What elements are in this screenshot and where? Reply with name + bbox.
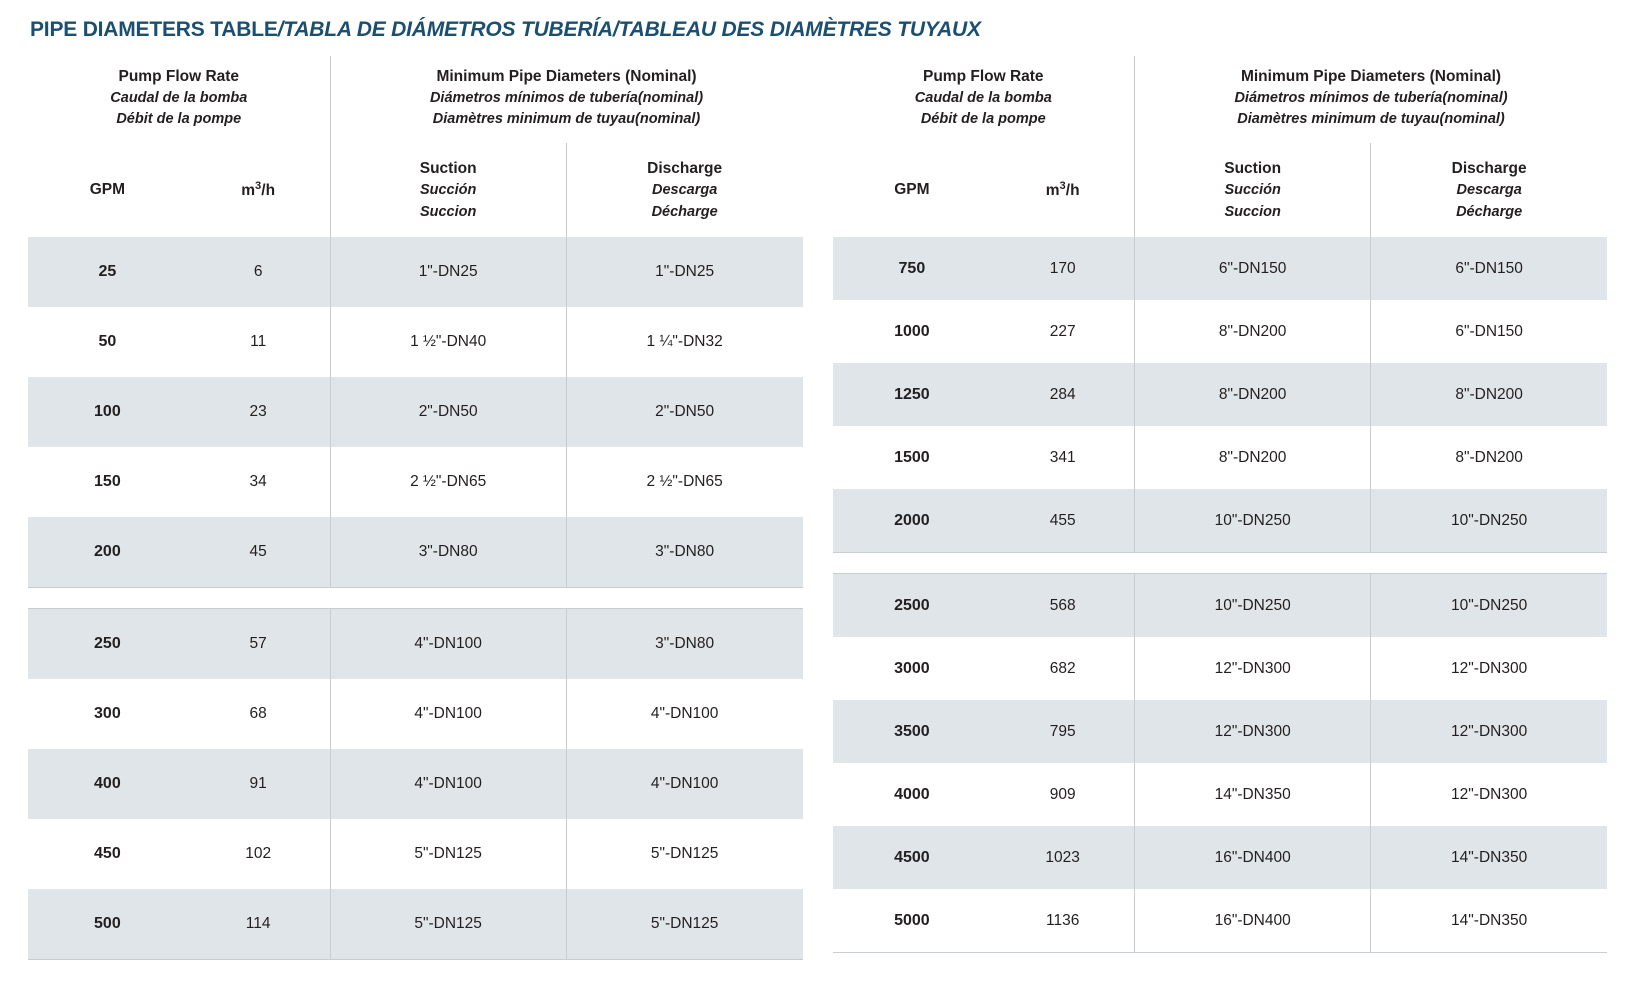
cell-suction: 10"-DN250 — [1135, 489, 1371, 553]
cell-m3h: 114 — [187, 889, 330, 960]
pipe-table-right-body — [833, 237, 1608, 953]
column-header-m3h-label — [995, 178, 1130, 202]
cell-gpm: 2000 — [833, 489, 992, 553]
cell-discharge: 2 ½"-DN65 — [566, 447, 802, 517]
column-header-gpm-label: GPM — [89, 181, 126, 199]
cell-gpm: 50 — [28, 307, 187, 377]
cell-discharge: 12"-DN300 — [1371, 763, 1607, 826]
table-section-gap — [833, 553, 1608, 574]
header-flow-es: Caudal de la bomba — [110, 90, 248, 107]
table-row — [28, 889, 803, 960]
cell-gpm: 150 — [28, 447, 187, 517]
table-row — [28, 377, 803, 447]
cell-suction: 6"-DN150 — [1135, 237, 1371, 300]
cell-discharge: 10"-DN250 — [1371, 574, 1607, 638]
cell-m3h: 170 — [991, 237, 1134, 300]
cell-m3h: 682 — [991, 637, 1134, 700]
cell-gpm: 1250 — [833, 363, 992, 426]
cell-suction: 4"-DN100 — [330, 609, 566, 680]
cell-discharge: 5"-DN125 — [566, 889, 802, 960]
table-row — [833, 637, 1608, 700]
cell-gpm: 750 — [833, 237, 992, 300]
cell-gpm: 1000 — [833, 300, 992, 363]
m3h-prefix: m — [241, 181, 256, 199]
cell-suction: 2 ½"-DN65 — [330, 447, 566, 517]
m3h-suffix: /h — [261, 181, 276, 199]
cell-discharge: 6"-DN150 — [1371, 300, 1607, 363]
cell-m3h: 57 — [187, 609, 330, 680]
header-min-pipe-diameters — [1135, 56, 1607, 143]
column-header-discharge-en: Discharge — [1451, 159, 1527, 177]
column-header-suction — [1135, 143, 1371, 238]
header-pump-flow-rate — [833, 56, 1135, 143]
cell-suction: 12"-DN300 — [1135, 637, 1371, 700]
table-row — [833, 700, 1608, 763]
table-row — [833, 363, 1608, 426]
table-header-sub-row — [833, 143, 1608, 238]
cell-gpm: 3000 — [833, 637, 992, 700]
cell-gpm: 1500 — [833, 426, 992, 489]
column-header-m3h-label — [191, 178, 326, 202]
column-header-gpm-label: GPM — [894, 181, 930, 199]
cell-gpm: 4000 — [833, 763, 992, 826]
column-header-gpm — [28, 143, 187, 238]
cell-suction: 5"-DN125 — [330, 819, 566, 889]
cell-discharge: 6"-DN150 — [1371, 237, 1607, 300]
cell-m3h: 455 — [991, 489, 1134, 553]
cell-discharge: 1 ¼"-DN32 — [566, 307, 802, 377]
cell-m3h: 102 — [187, 819, 330, 889]
cell-suction: 1"-DN25 — [330, 237, 566, 307]
header-min-pipe-diameters — [330, 56, 802, 143]
cell-suction: 8"-DN200 — [1135, 300, 1371, 363]
table-section-gap-cell — [833, 553, 1608, 574]
cell-m3h: 34 — [187, 447, 330, 517]
page-title-english: PIPE DIAMETERS TABLE — [30, 18, 278, 41]
cell-gpm: 300 — [28, 679, 187, 749]
cell-m3h: 45 — [187, 517, 330, 588]
table-row — [28, 679, 803, 749]
table-row — [833, 574, 1608, 638]
table-row — [28, 749, 803, 819]
header-pump-flow-rate — [28, 56, 330, 143]
cell-discharge: 4"-DN100 — [566, 679, 802, 749]
cell-gpm: 200 — [28, 517, 187, 588]
cell-m3h: 227 — [991, 300, 1134, 363]
header-flow-fr: Débit de la pompe — [116, 111, 242, 128]
cell-suction: 4"-DN100 — [330, 679, 566, 749]
cell-m3h: 1023 — [991, 826, 1134, 889]
cell-discharge: 1"-DN25 — [566, 237, 802, 307]
table-header-group-row — [28, 56, 803, 143]
cell-gpm: 4500 — [833, 826, 992, 889]
page-title — [30, 18, 1607, 42]
cell-discharge: 8"-DN200 — [1371, 363, 1607, 426]
pipe-table-left — [28, 56, 803, 960]
header-diam-es: Diámetros mínimos de tubería(nominal) — [1234, 90, 1508, 107]
m3h-superscript: 3 — [255, 179, 262, 192]
header-flow-en: Pump Flow Rate — [118, 68, 240, 85]
cell-suction: 12"-DN300 — [1135, 700, 1371, 763]
column-header-discharge-es: Descarga — [1456, 181, 1522, 198]
column-header-suction-en: Suction — [419, 159, 477, 177]
cell-suction: 16"-DN400 — [1135, 889, 1371, 953]
cell-discharge: 3"-DN80 — [566, 609, 802, 680]
cell-m3h: 284 — [991, 363, 1134, 426]
cell-discharge: 10"-DN250 — [1371, 489, 1607, 553]
header-diam-es: Diámetros mínimos de tubería(nominal) — [429, 90, 704, 107]
cell-m3h: 341 — [991, 426, 1134, 489]
cell-discharge: 4"-DN100 — [566, 749, 802, 819]
header-diam-fr: Diamètres minimum de tuyau(nominal) — [1237, 111, 1505, 128]
m3h-prefix: m — [1045, 181, 1060, 199]
table-header-group-row — [833, 56, 1608, 143]
cell-suction: 8"-DN200 — [1135, 426, 1371, 489]
header-flow-es: Caudal de la bomba — [914, 90, 1052, 107]
cell-gpm: 100 — [28, 377, 187, 447]
cell-m3h: 91 — [187, 749, 330, 819]
pipe-table-left-body — [28, 237, 803, 960]
column-header-suction-fr: Succion — [1224, 203, 1281, 220]
cell-suction: 2"-DN50 — [330, 377, 566, 447]
table-row — [833, 426, 1608, 489]
page-title-translations: /TABLA DE DIÁMETROS TUBERÍA/TABLEAU DES DIAMÈTRES TUYAUX — [277, 18, 981, 41]
table-row — [28, 307, 803, 377]
cell-suction: 14"-DN350 — [1135, 763, 1371, 826]
cell-m3h: 909 — [991, 763, 1134, 826]
table-row — [28, 237, 803, 307]
cell-m3h: 568 — [991, 574, 1134, 638]
table-row — [833, 489, 1608, 553]
cell-m3h: 11 — [187, 307, 330, 377]
header-flow-en: Pump Flow Rate — [922, 68, 1044, 85]
cell-suction: 4"-DN100 — [330, 749, 566, 819]
header-flow-fr: Débit de la pompe — [920, 111, 1046, 128]
header-diam-fr: Diamètres minimum de tuyau(nominal) — [432, 111, 701, 128]
column-header-m3h — [187, 143, 330, 238]
cell-m3h: 6 — [187, 237, 330, 307]
cell-gpm: 2500 — [833, 574, 992, 638]
cell-gpm: 25 — [28, 237, 187, 307]
cell-discharge: 14"-DN350 — [1371, 889, 1607, 953]
cell-discharge: 8"-DN200 — [1371, 426, 1607, 489]
column-header-suction-es: Succión — [1224, 181, 1281, 198]
column-header-suction — [330, 143, 566, 238]
cell-suction: 3"-DN80 — [330, 517, 566, 588]
pipe-table-right-wrap — [833, 56, 1608, 953]
column-header-discharge-fr: Décharge — [651, 203, 718, 220]
column-header-suction-en: Suction — [1224, 159, 1282, 177]
cell-gpm: 250 — [28, 609, 187, 680]
cell-gpm: 450 — [28, 819, 187, 889]
cell-suction: 10"-DN250 — [1135, 574, 1371, 638]
cell-suction: 16"-DN400 — [1135, 826, 1371, 889]
table-row — [28, 819, 803, 889]
table-row — [28, 447, 803, 517]
table-row — [833, 237, 1608, 300]
cell-suction: 1 ½"-DN40 — [330, 307, 566, 377]
table-row — [833, 300, 1608, 363]
table-row — [833, 889, 1608, 953]
table-row — [28, 517, 803, 588]
cell-m3h: 795 — [991, 700, 1134, 763]
table-row — [833, 826, 1608, 889]
column-header-gpm — [833, 143, 992, 238]
column-header-discharge-es: Descarga — [651, 181, 718, 198]
cell-m3h: 68 — [187, 679, 330, 749]
cell-discharge: 12"-DN300 — [1371, 700, 1607, 763]
column-header-discharge — [566, 143, 802, 238]
cell-discharge: 5"-DN125 — [566, 819, 802, 889]
header-diam-en: Minimum Pipe Diameters (Nominal) — [1240, 68, 1502, 85]
cell-discharge: 12"-DN300 — [1371, 637, 1607, 700]
cell-m3h: 1136 — [991, 889, 1134, 953]
column-header-discharge-en: Discharge — [647, 159, 723, 177]
cell-suction: 5"-DN125 — [330, 889, 566, 960]
m3h-suffix: /h — [1065, 181, 1080, 199]
table-row — [28, 609, 803, 680]
column-header-suction-fr: Succion — [419, 203, 477, 220]
table-section-gap — [28, 588, 803, 609]
cell-gpm: 500 — [28, 889, 187, 960]
cell-m3h: 23 — [187, 377, 330, 447]
cell-gpm: 5000 — [833, 889, 992, 953]
cell-discharge: 14"-DN350 — [1371, 826, 1607, 889]
column-header-discharge — [1371, 143, 1607, 238]
cell-discharge: 2"-DN50 — [566, 377, 802, 447]
tables-row — [28, 56, 1607, 960]
table-header-sub-row — [28, 143, 803, 238]
pipe-table-right — [833, 56, 1608, 953]
header-diam-en: Minimum Pipe Diameters (Nominal) — [436, 68, 697, 85]
table-section-gap-cell — [28, 588, 803, 609]
column-header-suction-es: Succión — [419, 181, 477, 198]
cell-gpm: 400 — [28, 749, 187, 819]
column-header-discharge-fr: Décharge — [1456, 203, 1523, 220]
cell-discharge: 3"-DN80 — [566, 517, 802, 588]
table-row — [833, 763, 1608, 826]
m3h-superscript: 3 — [1059, 179, 1066, 192]
column-header-m3h — [991, 143, 1134, 238]
pipe-table-left-wrap — [28, 56, 803, 960]
cell-suction: 8"-DN200 — [1135, 363, 1371, 426]
cell-gpm: 3500 — [833, 700, 992, 763]
